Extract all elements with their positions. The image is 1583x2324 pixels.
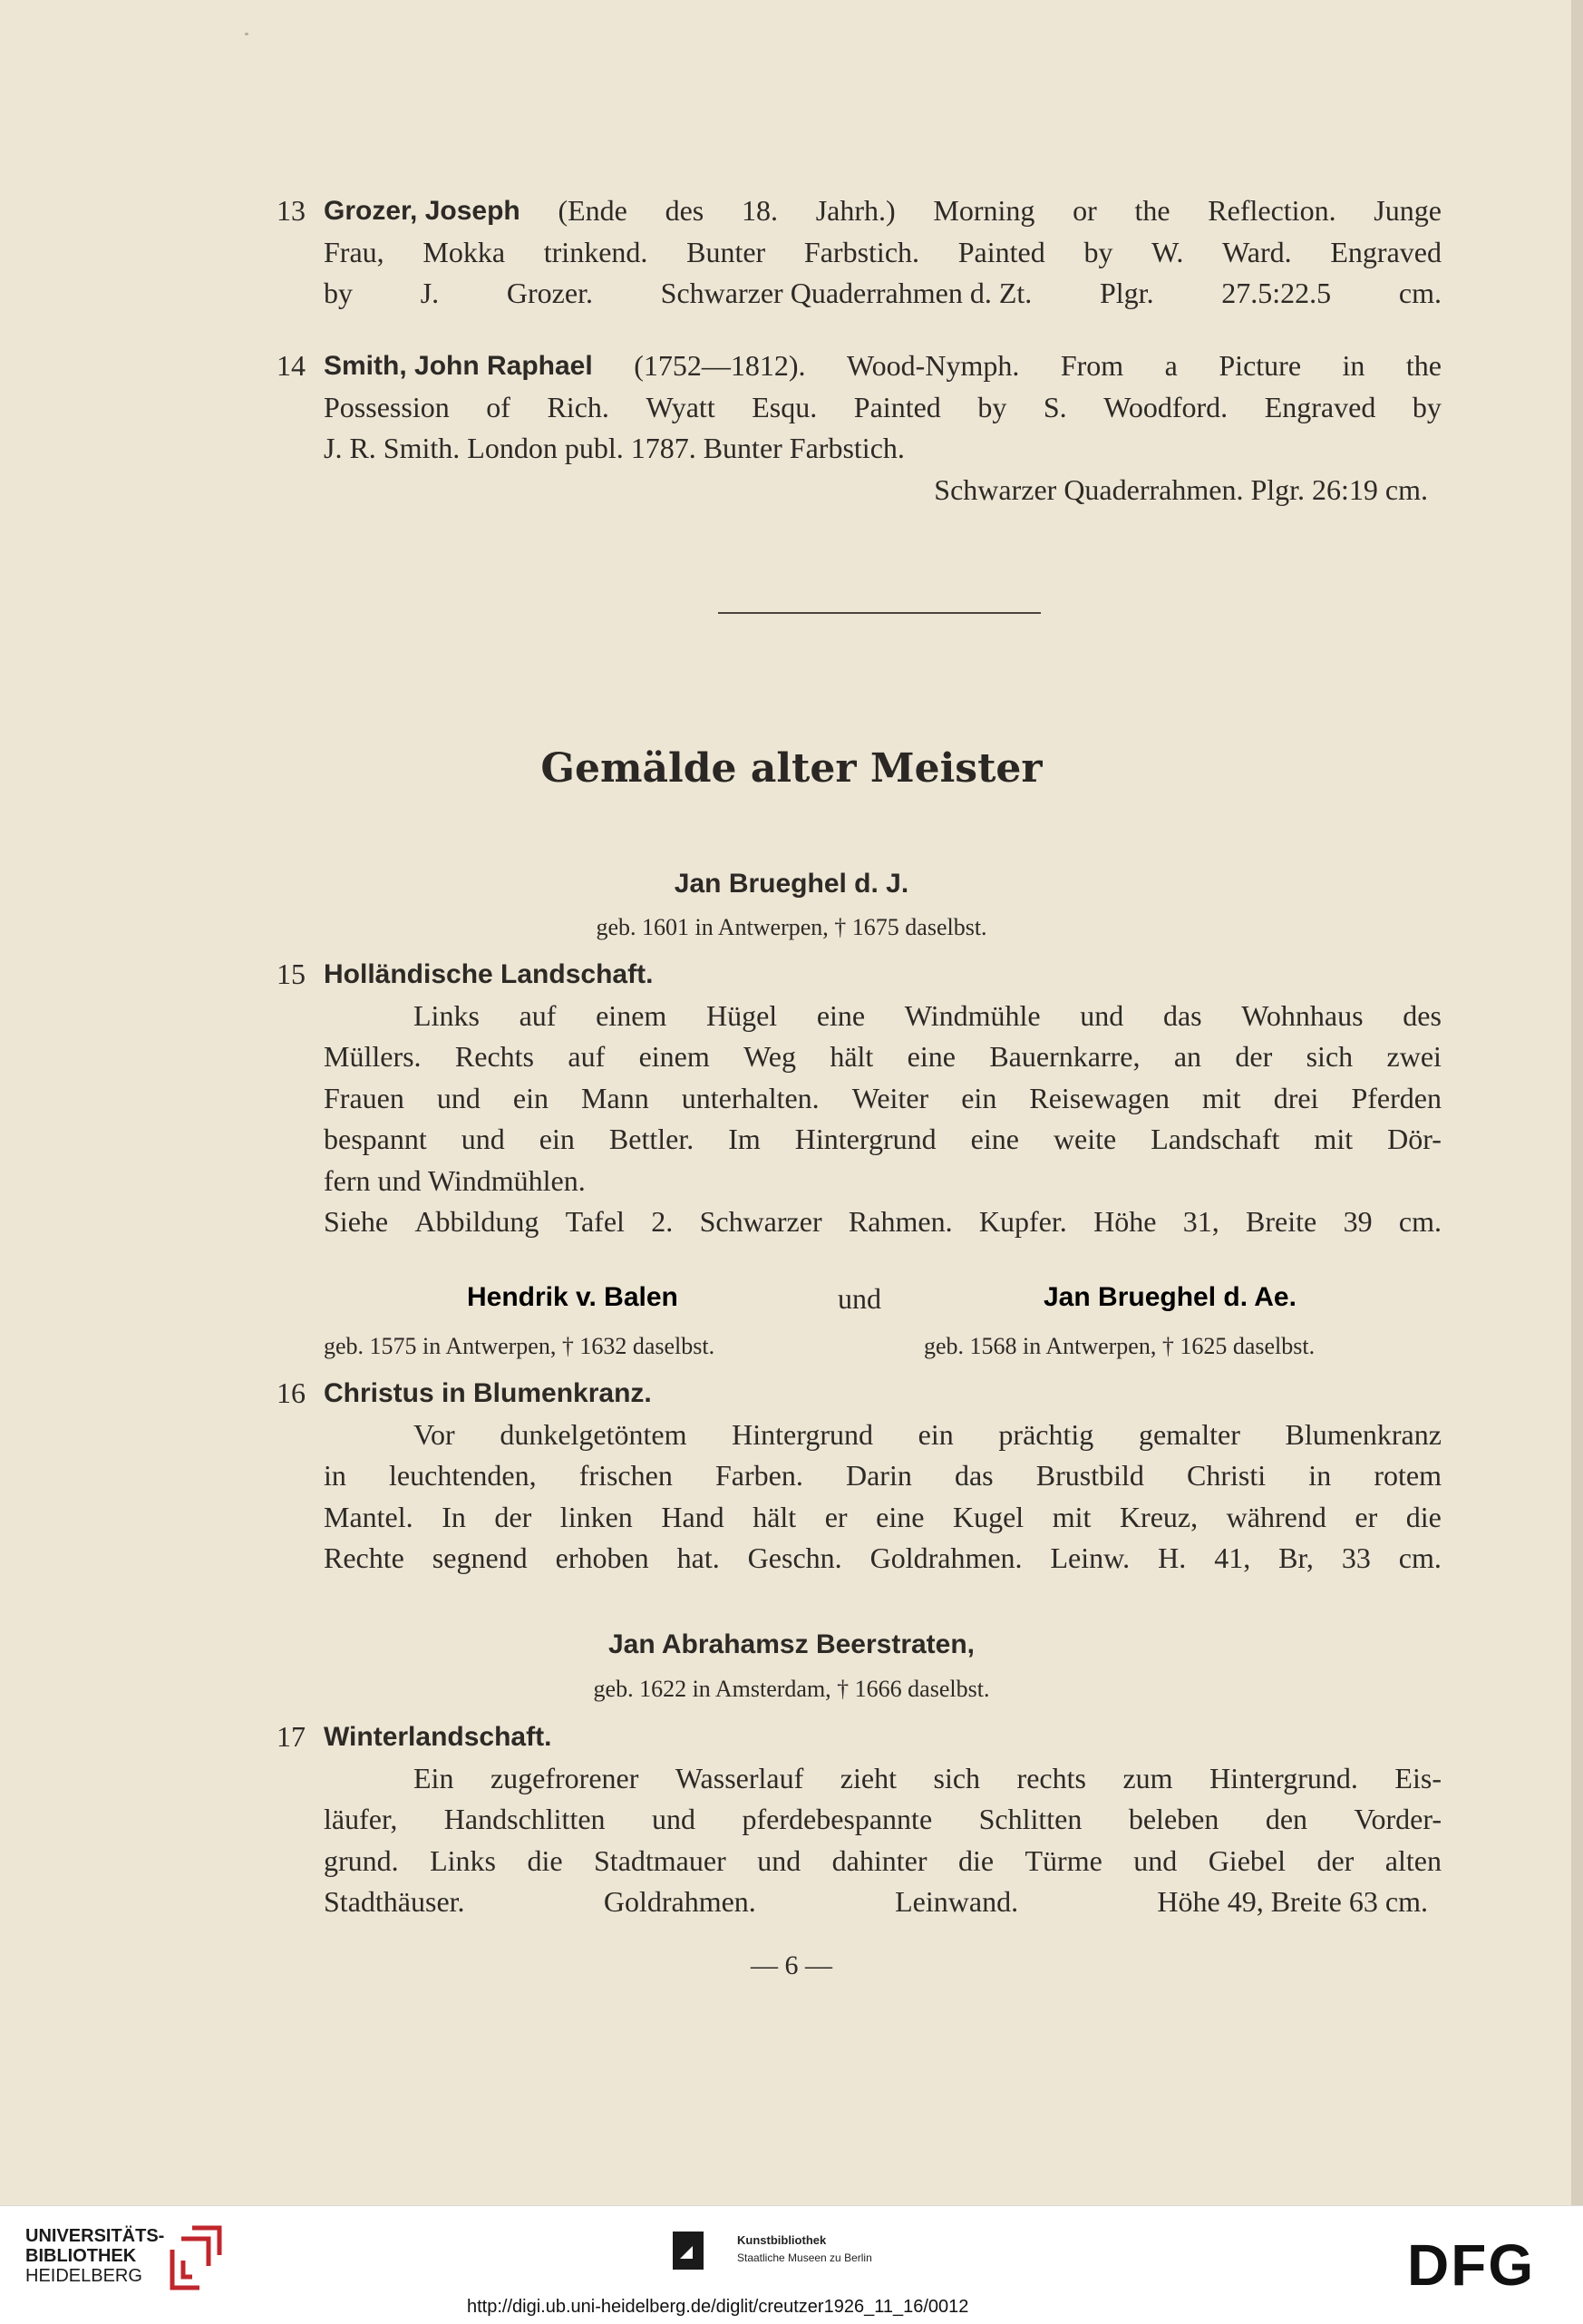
catalog-entry-15 (277, 954, 1442, 1243)
text-word: Kugel (952, 1500, 1025, 1533)
text-word: Pferden (1351, 1081, 1442, 1114)
text-word: Engraved (1330, 235, 1442, 268)
text-word: Giebel (1208, 1843, 1286, 1877)
text-word: auf (568, 1040, 606, 1073)
text-word: prächtig (998, 1417, 1094, 1451)
text-word: Stadthäuser. (324, 1885, 465, 1918)
text-word: Picture (1219, 349, 1302, 382)
text-word: trinkend. (543, 235, 648, 268)
artist-life-dates: geb. 1622 in Amsterdam, † 1666 daselbst. (593, 1676, 990, 1702)
ub-emblem-icon (160, 2222, 225, 2293)
text-word: In (442, 1500, 466, 1533)
text-word: 18. (741, 194, 778, 227)
text-word: Weg (743, 1040, 796, 1073)
text-word: Hügel (705, 998, 778, 1032)
text-word: hält (830, 1040, 874, 1073)
text-word: leuchtenden, (389, 1459, 537, 1492)
text-word: des (1403, 998, 1442, 1032)
text-word: dahinter (831, 1843, 927, 1877)
entry-body (324, 345, 1442, 511)
text-word: drei (1273, 1081, 1319, 1114)
text-word: ein (539, 1123, 575, 1155)
text-word: Handschlitten (443, 1803, 606, 1835)
text-word: by (977, 390, 1007, 423)
entry-body (324, 996, 1442, 1243)
text-word: die (1405, 1500, 1442, 1533)
text-word: des (665, 194, 704, 227)
text-word: W. (1151, 235, 1184, 268)
text-word: Wasserlauf (675, 1761, 804, 1794)
artist-pair (0, 1282, 1583, 1373)
text-word: mit (1314, 1123, 1354, 1155)
text-word: er (1355, 1500, 1378, 1533)
text-word: 41, (1214, 1541, 1251, 1574)
artist-name-left: Hendrik v. Balen (467, 1282, 678, 1312)
text-word: Christi (1187, 1459, 1267, 1492)
text-word: 2. (651, 1205, 674, 1238)
text-word: Höhe 49, Breite 63 cm. (1157, 1885, 1428, 1918)
text-word: Brustbild (1035, 1459, 1144, 1492)
text-word: Painted (853, 390, 941, 423)
text-word: und (1133, 1843, 1178, 1877)
text-word: und (757, 1843, 801, 1877)
text-word: Esqu. (752, 390, 818, 423)
text-word: bespannt (324, 1123, 427, 1155)
text-word: by (1083, 235, 1113, 268)
text-word: Vor (413, 1417, 455, 1451)
artist-name: Jan Abrahamsz Beerstraten, (607, 1629, 976, 1659)
text-word: Darin (845, 1459, 912, 1492)
text-word: Hintergrund. (1209, 1761, 1358, 1794)
text-line (324, 1758, 1442, 1800)
text-word: sich (933, 1761, 981, 1794)
text-word: ein (961, 1081, 997, 1114)
text-word: by (324, 277, 353, 309)
catalog-entry-13 (277, 190, 1442, 315)
text-word: (1752—1812). (634, 349, 806, 382)
text-word: Landschaft (1151, 1123, 1280, 1155)
text-word: das (954, 1459, 994, 1492)
text-word: Engraved (1264, 390, 1376, 423)
text-word: Ward. (1222, 235, 1292, 268)
text-word: Leinw. (1050, 1541, 1131, 1574)
text-word: H. (1158, 1541, 1187, 1574)
text-word: Im (728, 1123, 761, 1155)
text-word: eine (876, 1500, 925, 1533)
text-word: Reisewagen (1029, 1081, 1170, 1114)
text-line (324, 1841, 1442, 1882)
text-word: der (494, 1500, 532, 1533)
text-word: eine (907, 1040, 956, 1073)
text-line (324, 996, 1442, 1037)
text-word: Kupfer. (978, 1205, 1067, 1238)
artist-conjunction: und (838, 1282, 881, 1315)
text-word: S. (1043, 390, 1067, 423)
text-word: Frau, (324, 235, 384, 268)
text-word: Ein (413, 1761, 454, 1794)
text-word: einem (638, 1040, 710, 1073)
text-word: J. (420, 277, 440, 309)
text-word: die (527, 1843, 563, 1877)
text-word: Rechte (324, 1541, 404, 1574)
text-word: Vorder- (1354, 1803, 1442, 1835)
text-word: segnend (432, 1541, 528, 1574)
ub-heidelberg-logo[interactable] (25, 2226, 164, 2286)
text-line (324, 1078, 1442, 1120)
text-word: sich (1306, 1040, 1354, 1073)
catalog-entry-17 (277, 1716, 1442, 1923)
text-line (324, 1455, 1442, 1497)
text-word: Bauernkarre, (989, 1040, 1141, 1073)
text-word: Abbildung (414, 1205, 539, 1238)
text-word: the (1134, 194, 1170, 227)
text-word: Bettler. (608, 1123, 694, 1155)
text-word: Br, (1278, 1541, 1314, 1574)
text-word: Breite (1246, 1205, 1317, 1238)
artist-life-left: geb. 1575 in Antwerpen, † 1632 daselbst. (324, 1333, 715, 1359)
entry-number: 16 (277, 1376, 306, 1409)
text-word: Goldrahmen. (869, 1541, 1023, 1574)
text-word: beleben (1128, 1803, 1219, 1835)
text-word: Schwarzer Quaderrahmen d. Zt. (660, 277, 1033, 309)
paper-speck (245, 33, 248, 35)
text-word: Hintergrund (732, 1417, 873, 1451)
text-word: cm. (1398, 1541, 1442, 1574)
viewer-footer (0, 2205, 1583, 2324)
text-word: rotem (1374, 1459, 1442, 1492)
dfg-logo[interactable]: DFG (1407, 2232, 1536, 2298)
text-word: Mann (581, 1081, 649, 1114)
text-word: zieht (840, 1761, 897, 1794)
text-word: Stadtmauer (594, 1843, 726, 1877)
page-edge (1571, 0, 1583, 2205)
text-word: Höhe (1093, 1205, 1157, 1238)
entry-number: 13 (277, 194, 306, 227)
text-word: mit (1201, 1081, 1241, 1114)
text-line (324, 387, 1442, 429)
entry-body (324, 190, 1442, 315)
text-word: Wood-Nymph. (847, 349, 1020, 382)
text-line (324, 273, 1442, 315)
text-word: läufer, (324, 1803, 398, 1835)
text-word: Wohnhaus (1241, 998, 1364, 1032)
artist-life-dates: geb. 1601 in Antwerpen, † 1675 daselbst. (596, 914, 987, 940)
text-word: alten (1384, 1843, 1442, 1877)
text-line (324, 232, 1442, 274)
text-word: Geschn. (747, 1541, 842, 1574)
text-word: 33 (1341, 1541, 1371, 1574)
artist-name-right: Jan Brueghel d. Ae. (1044, 1282, 1297, 1312)
text-word: or (1073, 194, 1097, 227)
text-word: Goldrahmen. (603, 1885, 756, 1918)
text-word: an (1173, 1040, 1202, 1073)
text-word: Dör- (1387, 1123, 1442, 1155)
text-word: cm. (1398, 1205, 1442, 1238)
text-word: in (324, 1459, 346, 1492)
entry-title: Christus in Blumenkranz. (324, 1378, 652, 1408)
section-divider (718, 612, 1041, 614)
text-word: der (1235, 1040, 1273, 1073)
text-word: Leinwand. (895, 1885, 1019, 1918)
text-line (324, 345, 1442, 387)
entry-number: 15 (277, 958, 306, 990)
text-word: Junge (1374, 194, 1442, 227)
text-word: Morning (933, 194, 1035, 227)
text-word: in (1342, 349, 1365, 382)
entry-title: Holländische Landschaft. (324, 959, 654, 989)
text-line: J. R. Smith. London publ. 1787. Bunter Farbstich. (324, 432, 905, 464)
text-word: 31, (1182, 1205, 1219, 1238)
text-line (324, 190, 1442, 232)
text-word: Links (430, 1843, 496, 1877)
text-word: weite (1053, 1123, 1117, 1155)
text-word: Weiter (851, 1081, 929, 1114)
text-word: während (1226, 1500, 1326, 1533)
text-word: Bunter (686, 235, 766, 268)
text-word: und (652, 1803, 695, 1835)
text-word: From (1060, 349, 1124, 382)
ub-logo-line2: BIBLIOTHEK (25, 2246, 137, 2266)
text-word: einem (596, 998, 667, 1032)
text-word: hält (753, 1500, 797, 1533)
text-word: linken (559, 1500, 633, 1533)
text-line (324, 1538, 1442, 1580)
text-word: Tafel (565, 1205, 625, 1238)
text-word: Hand (661, 1500, 724, 1533)
kunstbibliothek-subtitle: Staatliche Museen zu Berlin (737, 2251, 872, 2264)
text-word: by (1412, 390, 1442, 423)
text-word: a (1164, 349, 1178, 382)
text-line (324, 1201, 1442, 1243)
kunstbibliothek-logo-icon (673, 2232, 704, 2270)
catalog-entry-14 (277, 345, 1442, 511)
text-word: Schlitten (978, 1803, 1083, 1835)
text-word: Reflection. (1208, 194, 1336, 227)
text-word: Grozer. (506, 277, 593, 309)
text-word: Rich. (547, 390, 609, 423)
text-word: Blumenkranz (1285, 1417, 1442, 1451)
text-word: der (1316, 1843, 1355, 1877)
text-line (324, 1799, 1442, 1841)
ub-logo-line1: UNIVERSITÄTS- (25, 2226, 165, 2246)
text-word: of (486, 390, 510, 423)
text-word: Frauen (324, 1081, 404, 1114)
text-word: das (1162, 998, 1202, 1032)
entry-title: Winterlandschaft. (324, 1722, 552, 1752)
text-word: Türme (1025, 1843, 1102, 1877)
catalog-entry-16 (277, 1373, 1442, 1580)
text-word: und (1080, 998, 1124, 1032)
text-word: Grozer, Joseph (324, 196, 520, 226)
text-word: 39 (1343, 1205, 1373, 1238)
text-word: Schwarzer (699, 1205, 822, 1238)
text-word: Mantel. (324, 1500, 413, 1533)
entry-number: 17 (277, 1720, 306, 1753)
text-word: und (461, 1123, 505, 1155)
text-line (324, 1119, 1442, 1161)
text-word: und (436, 1081, 481, 1114)
text-word: Hintergrund (794, 1123, 937, 1155)
text-word: den (1265, 1803, 1308, 1835)
text-line (324, 1415, 1442, 1456)
text-word: Plgr. (1099, 277, 1154, 309)
text-word: auf (519, 998, 557, 1032)
text-word: die (957, 1843, 995, 1877)
text-word: Possession (324, 390, 450, 423)
entry-body (324, 1758, 1442, 1923)
text-word: erhoben (555, 1541, 649, 1574)
text-word: eine (970, 1123, 1019, 1155)
entry-number: 14 (277, 349, 306, 382)
text-word: eine (816, 998, 866, 1032)
text-word: Smith, John Raphael (324, 351, 593, 381)
text-word: Wyatt (646, 390, 715, 423)
artist-name: Jan Brueghel d. J. (674, 869, 909, 899)
text-word: Siehe (324, 1205, 389, 1238)
text-line (324, 1497, 1442, 1539)
text-word: Eis- (1394, 1761, 1442, 1794)
text-line (324, 1036, 1442, 1078)
text-word: Farben. (714, 1459, 803, 1492)
section-title: Gemälde alter Meister (540, 745, 1043, 792)
text-line (324, 1882, 1442, 1923)
permalink-url[interactable]: http://digi.ub.uni-heidelberg.de/diglit/creutzer1926_11_16/0012 (467, 2297, 969, 2317)
text-word: zugefrorener (490, 1761, 639, 1794)
text-word: Rechts (454, 1040, 534, 1073)
text-word: frischen (578, 1459, 673, 1492)
text-word: grund. (324, 1843, 399, 1877)
text-word: er (824, 1500, 848, 1533)
kunstbibliothek-title: Kunstbibliothek (737, 2233, 827, 2247)
ub-logo-line3: HEIDELBERG (25, 2266, 142, 2286)
text-word: the (1405, 349, 1442, 382)
text-word: zum (1122, 1761, 1173, 1794)
text-word: Mokka (422, 235, 506, 268)
text-word: rechts (1016, 1761, 1086, 1794)
entry-body (324, 1415, 1442, 1580)
text-word: ein (512, 1081, 549, 1114)
artist-life-right: geb. 1568 in Antwerpen, † 1625 daselbst. (924, 1333, 1316, 1359)
text-line: Schwarzer Quaderrahmen. Plgr. 26:19 cm. (934, 472, 1428, 506)
text-word: Links (413, 998, 480, 1032)
text-word: unterhalten. (681, 1081, 820, 1114)
text-word: (Ende (558, 194, 627, 227)
text-word: in (1308, 1459, 1332, 1492)
text-word: Kreuz, (1119, 1500, 1199, 1533)
text-word: hat. (676, 1541, 720, 1574)
text-word: gemalter (1138, 1417, 1240, 1451)
text-word: mit (1052, 1500, 1092, 1533)
text-word: Windmühle (904, 998, 1041, 1032)
text-word: dunkelgetöntem (500, 1417, 687, 1451)
text-word: pferdebespannte (742, 1803, 933, 1835)
text-word: Farbstich. (803, 235, 920, 268)
text-word: cm. (1398, 277, 1442, 309)
text-word: Müllers. (324, 1040, 422, 1073)
text-word: Rahmen. (848, 1205, 953, 1238)
text-word: Painted (957, 235, 1045, 268)
page-number: — 6 — (751, 1950, 832, 1980)
text-word: 27.5:22.5 (1221, 277, 1332, 309)
text-word: Woodford. (1103, 390, 1229, 423)
text-word: zwei (1386, 1040, 1442, 1073)
text-word: Jahrh.) (815, 194, 896, 227)
text-word: ein (918, 1417, 954, 1451)
text-line: fern und Windmühlen. (324, 1163, 586, 1197)
